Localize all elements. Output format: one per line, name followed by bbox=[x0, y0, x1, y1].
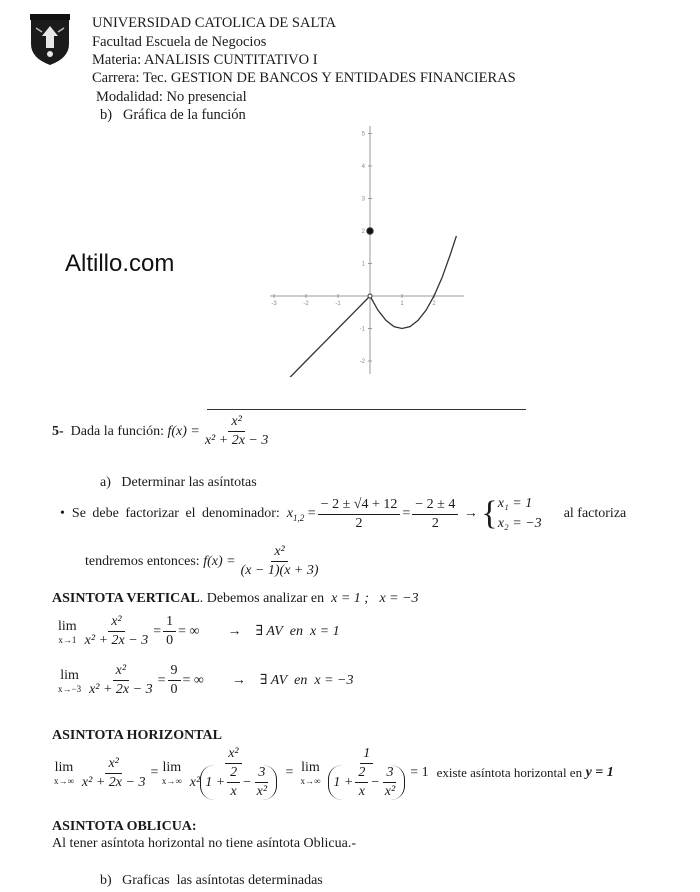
item-b-label: b) Graficas las asíntotas determinadas bbox=[100, 873, 323, 888]
ah-conclusion-text: existe asíntota horizontal en bbox=[436, 765, 583, 780]
oblique-asymptote-heading: ASINTOTA OBLICUA: bbox=[52, 819, 197, 834]
function-lhs: f(x) = bbox=[167, 423, 200, 439]
y-tick-label: -2 bbox=[359, 359, 365, 365]
limit-result: = ∞ bbox=[178, 623, 200, 639]
root-symbol: $x_{1,2}$ bbox=[286, 505, 305, 523]
exercise-intro: Dada la función: bbox=[70, 423, 164, 439]
av-title: ASINTOTA VERTICAL bbox=[52, 591, 200, 606]
factored-lhs: f(x) = bbox=[203, 553, 236, 569]
factor-text: Se debe factorizar el denominador: bbox=[71, 506, 280, 521]
equals-sign: = bbox=[307, 506, 316, 521]
simplified-fraction bbox=[412, 497, 458, 532]
equals-sign: = bbox=[157, 672, 166, 688]
roots-system bbox=[498, 494, 542, 534]
x-tick-label: 1 bbox=[400, 301, 404, 307]
limit-row-1 bbox=[58, 614, 340, 649]
ah-conclusion-value: y = 1 bbox=[585, 765, 614, 780]
simplified-limit-fraction: 1 1 + $\frac{2}{x}$ − $\frac{3}{\text{x²}}$ bbox=[325, 746, 408, 800]
brace-icon: { bbox=[481, 495, 498, 532]
faculty-name: Facultad Escuela de Negocios bbox=[92, 34, 267, 50]
oblique-asymptote-text: Al tener asíntota horizontal no tiene asíntota Oblicua.- bbox=[52, 836, 357, 851]
formula-denominator: 2 bbox=[355, 515, 363, 531]
exercise-number: 5- bbox=[52, 423, 64, 439]
factored-numerator: x² bbox=[271, 544, 287, 562]
equals-sign-2: = bbox=[402, 506, 411, 521]
equals-sign-2: = bbox=[285, 765, 294, 780]
simplified-numerator: − 2 ± 4 bbox=[412, 497, 458, 515]
y-tick-label: 3 bbox=[361, 196, 365, 203]
limit-fraction: $\frac{\text{x²}}{\text{x² + 2x − 3}}$ bbox=[81, 755, 146, 790]
factorization-line bbox=[60, 494, 626, 534]
vertical-asymptote-heading bbox=[52, 591, 419, 607]
horizontal-asymptote-heading: ASINTOTA HORIZONTAL bbox=[52, 728, 222, 743]
limit-conclusion: ∃ AV en x = 1 bbox=[255, 624, 340, 639]
divider-line bbox=[207, 409, 526, 410]
simplified-denominator: 2 bbox=[431, 515, 439, 531]
limit-conclusion: ∃ AV en x = −3 bbox=[259, 673, 354, 688]
y-tick-label: 5 bbox=[361, 131, 365, 138]
series-line-1 bbox=[290, 296, 370, 377]
limit-row-2 bbox=[58, 663, 353, 698]
factored-function-line bbox=[85, 544, 324, 579]
y-tick-label: 4 bbox=[361, 164, 365, 170]
y-tick-label: -1 bbox=[359, 326, 365, 333]
av-text: . Debemos analizar en bbox=[199, 591, 325, 606]
university-logo bbox=[30, 14, 70, 66]
arrow-icon: → bbox=[231, 672, 246, 688]
x-tick-label: -2 bbox=[303, 301, 309, 307]
factor-tail: al factoriza bbox=[563, 506, 627, 521]
factored-denominator: (x − 1)(x + 3) bbox=[240, 563, 319, 578]
av-values: x = 1 ; x = −3 bbox=[331, 591, 419, 606]
exercise-5-statement bbox=[52, 414, 273, 449]
item-a-label: a) Determinar las asíntotas bbox=[100, 475, 257, 490]
limit-fraction: $\frac{\text{x²}}{\text{x² + 2x − 3}}$ bbox=[89, 663, 153, 697]
limit-result: = ∞ bbox=[182, 672, 204, 688]
y-tick-label: 1 bbox=[361, 261, 365, 268]
subject-name: Materia: ANALISIS CUNTITATIVO I bbox=[92, 52, 318, 68]
function-graph bbox=[262, 122, 472, 377]
factored-fraction bbox=[238, 544, 322, 579]
limit-result-fraction: $\frac{9}{0}$ bbox=[168, 663, 181, 698]
graph-section-label: b) Gráfica de la función bbox=[100, 107, 246, 123]
filled-point bbox=[367, 228, 373, 234]
limit-operator: lim x→∞ bbox=[54, 760, 74, 786]
limit-operator-3: lim x→∞ bbox=[300, 760, 321, 786]
root-1: x₁ = 1 bbox=[497, 496, 533, 511]
fraction-denominator: x² + 2x − 3 bbox=[204, 433, 269, 448]
watermark: Altillo.com bbox=[65, 250, 175, 277]
x-tick-label: 2 bbox=[432, 301, 436, 307]
arrow-icon: → bbox=[463, 506, 478, 521]
function-fraction bbox=[202, 414, 272, 449]
limit-operator: lim x→−3 bbox=[58, 667, 82, 694]
limit-result: = 1 bbox=[410, 765, 429, 780]
factored-limit-fraction: x² x² 1 + $\frac{2}{x}$ − $\frac{3}{\text{x²}}$ bbox=[187, 746, 280, 800]
x-tick-label: -1 bbox=[335, 301, 341, 307]
series-line-2 bbox=[370, 236, 456, 329]
horizontal-limit-row bbox=[54, 746, 614, 800]
formula-numerator: − 2 ± √4 + 12 bbox=[318, 497, 401, 515]
university-name: UNIVERSIDAD CATOLICA DE SALTA bbox=[92, 15, 337, 31]
fraction-numerator: x² bbox=[228, 414, 244, 432]
x-tick-label: -3 bbox=[271, 301, 277, 307]
limit-operator: lim x→1 bbox=[58, 618, 77, 645]
y-tick-label: 2 bbox=[361, 229, 365, 235]
limit-result-fraction: $\frac{1}{0}$ bbox=[163, 614, 176, 649]
then-text: tendremos entonces: bbox=[85, 553, 200, 569]
quadratic-formula-fraction bbox=[318, 497, 401, 532]
modality: Modalidad: No presencial bbox=[96, 89, 247, 105]
bullet-icon: • bbox=[60, 506, 72, 521]
limit-fraction: $\frac{\text{x²}}{\text{x² + 2x − 3}}$ bbox=[84, 614, 149, 648]
equals-sign: = bbox=[150, 765, 159, 780]
equals-sign: = bbox=[153, 623, 162, 639]
career-name: Carrera: Tec. GESTION DE BANCOS Y ENTIDADES FINANCIERAS bbox=[92, 70, 516, 86]
arrow-icon: → bbox=[227, 623, 242, 639]
open-point bbox=[368, 294, 372, 298]
limit-operator-2: lim x→∞ bbox=[161, 760, 182, 786]
root-2: x₂ = −3 bbox=[497, 516, 542, 531]
